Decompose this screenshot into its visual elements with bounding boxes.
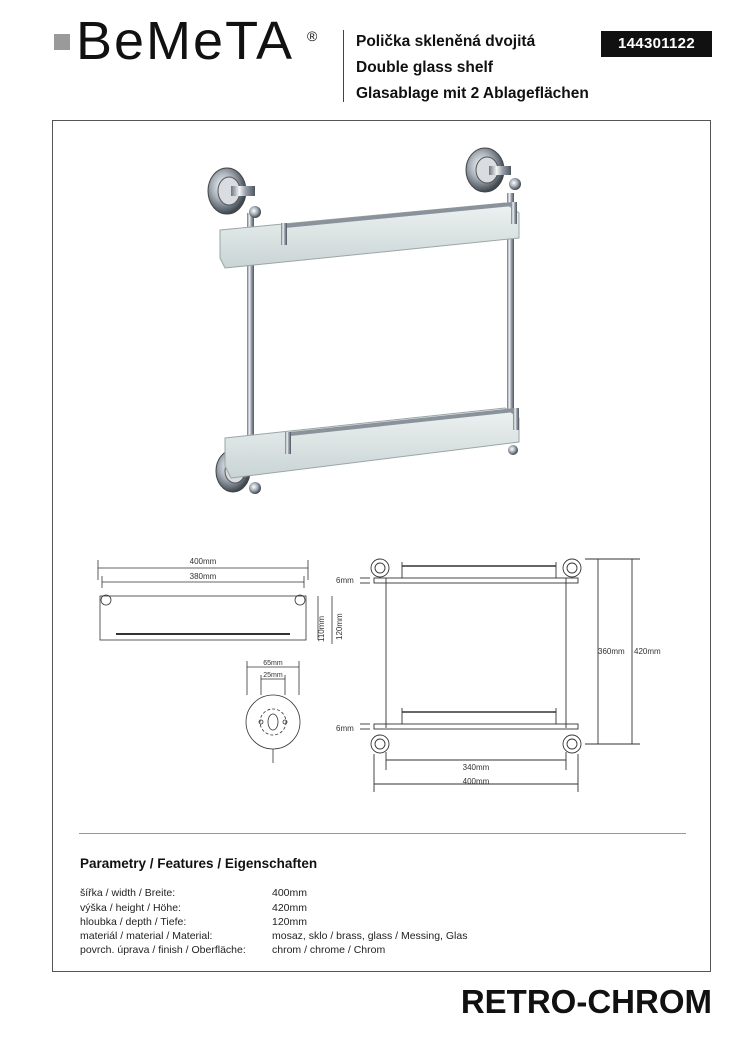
spec-value-width: 400mm	[272, 887, 308, 899]
dim-width-inner: 340mm	[462, 763, 490, 772]
rosette-detail-drawing	[235, 655, 315, 770]
bottom-glass-shelf	[225, 408, 519, 478]
spec-label-material: materiál / material / Material:	[80, 930, 213, 942]
dim-top-depth-b: 120mm	[335, 613, 344, 640]
dim-glass-thickness-bottom: 6mm	[336, 724, 354, 733]
dim-rosette-inner: 25mm	[263, 672, 283, 679]
product-name-cz: Polička skleněná dvojitá	[356, 33, 536, 50]
spec-value-finish: chrom / chrome / Chrom	[272, 944, 386, 956]
dim-glass-thickness-top: 6mm	[336, 576, 354, 585]
dim-width-outer: 400mm	[462, 777, 490, 786]
dim-top-width-inner: 380mm	[189, 572, 217, 581]
spec-label-depth: hloubka / depth / Tiefe:	[80, 916, 187, 928]
logo-square-mark	[54, 34, 70, 50]
product-name-en: Double glass shelf	[356, 59, 493, 76]
spec-label-finish: povrch. úprava / finish / Oberfläche:	[80, 944, 246, 956]
product-series: RETRO-CHROM	[460, 983, 712, 1020]
header-divider	[343, 30, 344, 102]
spec-label-width: šířka / width / Breite:	[80, 887, 176, 899]
product-photo	[195, 138, 540, 508]
dim-height-outer: 420mm	[634, 647, 661, 656]
dim-height-inner: 360mm	[598, 647, 625, 656]
dim-rosette-outer: 65mm	[263, 660, 283, 667]
dim-top-width-outer: 400mm	[189, 557, 217, 566]
dim-top-depth-a: 110mm	[317, 615, 326, 642]
wall-rosette-top-right	[466, 148, 511, 192]
spec-label-height: výška / height / Höhe:	[80, 902, 181, 914]
registered-mark: ®	[307, 28, 318, 44]
product-code-badge: 144301122	[601, 31, 712, 57]
front-view-drawing	[330, 548, 675, 798]
spec-value-height: 420mm	[272, 902, 308, 914]
wall-rosette-top-left	[208, 168, 255, 214]
brand-logo: BeMeTA	[76, 11, 295, 71]
top-glass-shelf	[220, 203, 519, 268]
spec-value-depth: 120mm	[272, 916, 308, 928]
features-divider	[79, 833, 686, 834]
top-view-drawing	[80, 550, 350, 650]
spec-value-material: mosaz, sklo / brass, glass / Messing, Glas	[272, 930, 468, 942]
product-name-de: Glasablage mit 2 Ablageflächen	[356, 85, 589, 102]
features-heading: Parametry / Features / Eigenschaften	[80, 856, 318, 871]
